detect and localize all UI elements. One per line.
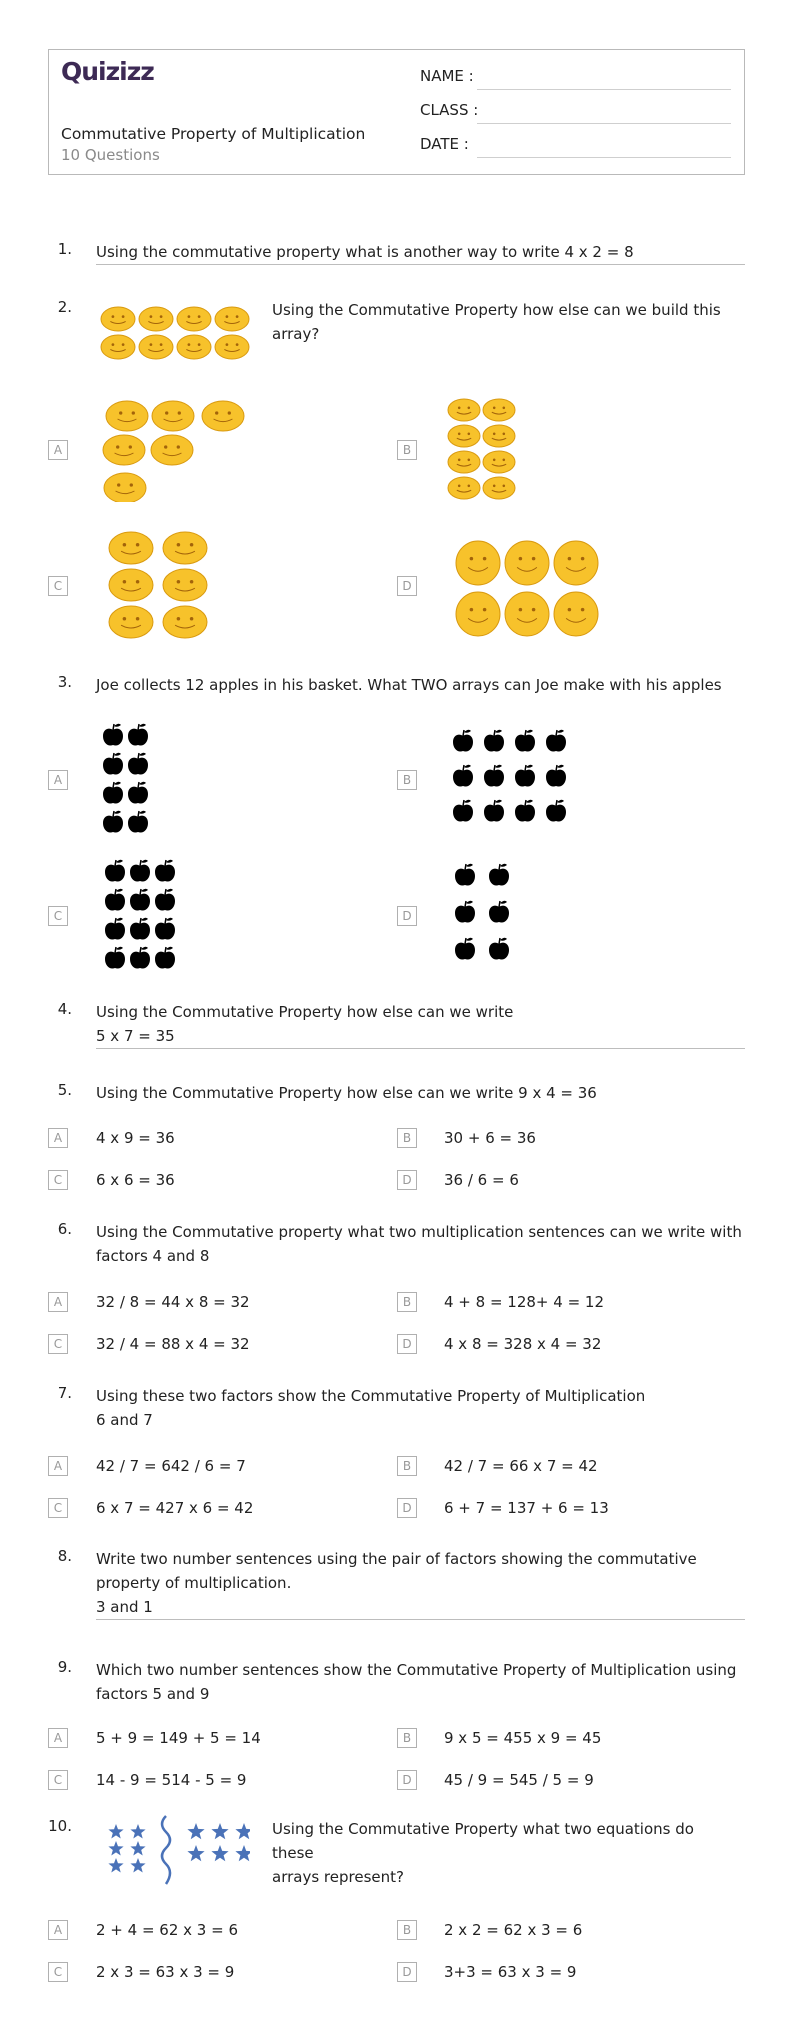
question-number: 1.	[57, 240, 72, 258]
option-letter[interactable]: C	[48, 1962, 68, 1982]
apple-icon	[130, 918, 150, 940]
answer-line[interactable]	[96, 264, 745, 265]
question-text: Using the Commutative Property how else can we write 5 x 7 = 35	[96, 1003, 514, 1045]
name-field[interactable]	[477, 89, 731, 90]
option-letter[interactable]: A	[48, 1728, 68, 1748]
apple-icon	[546, 730, 566, 752]
star-icon	[130, 1858, 145, 1873]
smiley-face-icon	[448, 399, 480, 421]
smiley-array-question	[100, 304, 252, 362]
option-letter[interactable]: A	[48, 1292, 68, 1312]
question-number: 5.	[57, 1081, 72, 1099]
divider-squiggle	[162, 1816, 170, 1884]
smiley-face-icon	[483, 399, 515, 421]
class-field[interactable]	[477, 123, 731, 124]
option-letter[interactable]: A	[48, 1128, 68, 1148]
apple-icon	[155, 947, 175, 969]
option-letter[interactable]: B	[397, 1728, 417, 1748]
option-letter[interactable]: B	[397, 1920, 417, 1940]
star-icon	[130, 1824, 145, 1839]
apple-icon	[130, 947, 150, 969]
option-text[interactable]: 4 x 9 = 36	[96, 1129, 175, 1147]
option-letter[interactable]: D	[397, 1334, 417, 1354]
question-text: Which two number sentences show the Commutative Property of Multiplication using factors 5 and 9	[96, 1661, 737, 1703]
option-letter[interactable]: D	[397, 1770, 417, 1790]
date-field[interactable]	[477, 157, 731, 158]
apple-icon	[515, 765, 535, 787]
option-letter[interactable]: A	[48, 1920, 68, 1940]
apple-icon	[453, 765, 473, 787]
option-text[interactable]: 4 x 8 = 328 x 4 = 32	[444, 1335, 602, 1353]
answer-line[interactable]	[96, 1048, 745, 1049]
option-letter[interactable]: D	[397, 576, 417, 596]
apple-icon	[155, 918, 175, 940]
question-text: Using the Commutative Property how else can we build this array?	[272, 301, 721, 343]
smiley-face-icon	[483, 451, 515, 473]
apple-icon	[515, 730, 535, 752]
option-text[interactable]: 42 / 7 = 642 / 6 = 7	[96, 1457, 246, 1475]
smiley-array-option-d	[452, 538, 602, 640]
option-text[interactable]: 42 / 7 = 66 x 7 = 42	[444, 1457, 598, 1475]
option-text[interactable]: 2 x 3 = 63 x 3 = 9	[96, 1963, 235, 1981]
apple-icon	[455, 938, 475, 960]
apple-icon	[128, 811, 148, 833]
option-text[interactable]: 5 + 9 = 149 + 5 = 14	[96, 1729, 261, 1747]
smiley-array-option-b	[446, 396, 524, 508]
smiley-face-icon	[109, 569, 153, 601]
star-icon	[211, 1823, 228, 1839]
apple-icon	[455, 901, 475, 923]
apple-icon	[489, 864, 509, 886]
option-text[interactable]: 2 + 4 = 62 x 3 = 6	[96, 1921, 238, 1939]
apple-array-option-a	[100, 722, 156, 838]
smiley-face-icon	[151, 435, 193, 465]
question-number: 3.	[57, 673, 72, 691]
smiley-face-icon	[177, 307, 211, 331]
option-letter[interactable]: D	[397, 906, 417, 926]
class-label: CLASS :	[420, 101, 479, 119]
apple-icon	[515, 800, 535, 822]
star-icon	[235, 1845, 250, 1861]
smiley-face-icon	[483, 477, 515, 499]
smiley-face-icon	[104, 473, 146, 502]
apple-array-option-d	[450, 860, 516, 970]
option-text[interactable]: 6 x 6 = 36	[96, 1171, 175, 1189]
apple-icon	[484, 765, 504, 787]
smiley-face-icon	[554, 541, 598, 585]
smiley-array-option-a	[102, 396, 252, 502]
apple-icon	[455, 864, 475, 886]
apple-icon	[128, 724, 148, 746]
star-icon	[211, 1845, 228, 1861]
apple-icon	[489, 901, 509, 923]
option-letter[interactable]: B	[397, 1456, 417, 1476]
option-letter[interactable]: C	[48, 576, 68, 596]
smiley-face-icon	[456, 541, 500, 585]
smiley-face-icon	[152, 401, 194, 431]
smiley-array-option-c	[106, 530, 210, 644]
option-letter[interactable]: D	[397, 1962, 417, 1982]
apple-icon	[103, 811, 123, 833]
option-letter[interactable]: B	[397, 1128, 417, 1148]
question-text: Using the Commutative property what two multiplication sentences can we write with factors 4 and 8	[96, 1223, 742, 1265]
option-letter[interactable]: A	[48, 770, 68, 790]
smiley-face-icon	[215, 335, 249, 359]
question-number: 10.	[48, 1817, 72, 1835]
question-text: Using these two factors show the Commutative Property of Multiplication 6 and 7	[96, 1387, 646, 1429]
smiley-face-icon	[456, 592, 500, 636]
apple-icon	[546, 765, 566, 787]
option-letter[interactable]: A	[48, 1456, 68, 1476]
smiley-face-icon	[101, 307, 135, 331]
smiley-face-icon	[448, 451, 480, 473]
apple-icon	[105, 889, 125, 911]
smiley-face-icon	[139, 307, 173, 331]
question-number: 9.	[57, 1658, 72, 1676]
option-text[interactable]: 2 x 2 = 62 x 3 = 6	[444, 1921, 583, 1939]
apple-icon	[453, 730, 473, 752]
apple-icon	[128, 782, 148, 804]
option-text[interactable]: 45 / 9 = 545 / 5 = 9	[444, 1771, 594, 1789]
question-text: Joe collects 12 apples in his basket. What TWO arrays can Joe make with his apples	[96, 676, 722, 694]
question-text: Write two number sentences using the pair of factors showing the commutative property of multiplication. 3 and 1	[96, 1550, 697, 1616]
option-text[interactable]: 6 x 7 = 427 x 6 = 42	[96, 1499, 254, 1517]
smiley-face-icon	[163, 569, 207, 601]
smiley-face-icon	[554, 592, 598, 636]
apple-array-option-c	[102, 858, 184, 974]
question-text: Using the commutative property what is another way to write 4 x 2 = 8	[96, 243, 634, 261]
apple-icon	[484, 800, 504, 822]
smiley-face-icon	[163, 606, 207, 638]
apple-icon	[103, 724, 123, 746]
apple-icon	[105, 918, 125, 940]
answer-line[interactable]	[96, 1619, 745, 1620]
apple-icon	[105, 860, 125, 882]
question-number: 2.	[57, 298, 72, 316]
smiley-face-icon	[202, 401, 244, 431]
option-text[interactable]: 36 / 6 = 6	[444, 1171, 519, 1189]
option-text[interactable]: 30 + 6 = 36	[444, 1129, 536, 1147]
star-icon	[187, 1823, 204, 1839]
option-letter[interactable]: D	[397, 1498, 417, 1518]
star-icon	[108, 1858, 123, 1873]
smiley-face-icon	[215, 307, 249, 331]
apple-icon	[484, 730, 504, 752]
option-text[interactable]: 9 x 5 = 455 x 9 = 45	[444, 1729, 602, 1747]
worksheet-title: Commutative Property of Multiplication	[61, 125, 366, 143]
question-number: 6.	[57, 1220, 72, 1238]
option-letter[interactable]: C	[48, 1334, 68, 1354]
quizizz-logo: Quizizz	[61, 57, 154, 86]
smiley-face-icon	[448, 477, 480, 499]
question-number: 7.	[57, 1384, 72, 1402]
apple-icon	[155, 889, 175, 911]
star-icon	[235, 1823, 250, 1839]
name-label: NAME :	[420, 67, 474, 85]
option-text[interactable]: 3+3 = 63 x 3 = 9	[444, 1963, 577, 1981]
apple-icon	[489, 938, 509, 960]
option-text[interactable]: 32 / 4 = 88 x 4 = 32	[96, 1335, 250, 1353]
star-icon	[108, 1824, 123, 1839]
question-text: Using the Commutative Property how else can we write 9 x 4 = 36	[96, 1084, 597, 1102]
question-number: 4.	[57, 1000, 72, 1018]
date-label: DATE :	[420, 135, 469, 153]
apple-icon	[128, 753, 148, 775]
option-letter[interactable]: A	[48, 440, 68, 460]
option-text[interactable]: 6 + 7 = 137 + 6 = 13	[444, 1499, 609, 1517]
apple-icon	[130, 860, 150, 882]
apple-icon	[453, 800, 473, 822]
smiley-face-icon	[163, 532, 207, 564]
option-letter[interactable]: C	[48, 906, 68, 926]
smiley-face-icon	[505, 541, 549, 585]
option-letter[interactable]: C	[48, 1170, 68, 1190]
option-letter[interactable]: B	[397, 440, 417, 460]
question-text: Using the Commutative Property what two equations do these arrays represent?	[272, 1820, 694, 1886]
smiley-face-icon	[483, 425, 515, 447]
option-text[interactable]: 4 + 8 = 128+ 4 = 12	[444, 1293, 604, 1311]
option-text[interactable]: 32 / 8 = 44 x 8 = 32	[96, 1293, 250, 1311]
smiley-face-icon	[101, 335, 135, 359]
option-text[interactable]: 14 - 9 = 514 - 5 = 9	[96, 1771, 247, 1789]
star-icon	[187, 1845, 204, 1861]
question-number: 8.	[57, 1547, 72, 1565]
option-letter[interactable]: C	[48, 1498, 68, 1518]
apple-icon	[130, 889, 150, 911]
apple-icon	[105, 947, 125, 969]
apple-icon	[546, 800, 566, 822]
smiley-face-icon	[177, 335, 211, 359]
smiley-face-icon	[109, 606, 153, 638]
smiley-face-icon	[109, 532, 153, 564]
apple-icon	[103, 782, 123, 804]
star-array-question	[104, 1814, 250, 1886]
smiley-face-icon	[448, 425, 480, 447]
star-icon	[108, 1841, 123, 1856]
option-letter[interactable]: D	[397, 1170, 417, 1190]
apple-icon	[103, 753, 123, 775]
option-letter[interactable]: B	[397, 770, 417, 790]
star-icon	[130, 1841, 145, 1856]
worksheet-question-count: 10 Questions	[61, 146, 160, 164]
option-letter[interactable]: C	[48, 1770, 68, 1790]
smiley-face-icon	[139, 335, 173, 359]
smiley-face-icon	[505, 592, 549, 636]
option-letter[interactable]: B	[397, 1292, 417, 1312]
smiley-face-icon	[106, 401, 148, 431]
smiley-face-icon	[103, 435, 145, 465]
apple-icon	[155, 860, 175, 882]
apple-array-option-b	[448, 726, 572, 830]
